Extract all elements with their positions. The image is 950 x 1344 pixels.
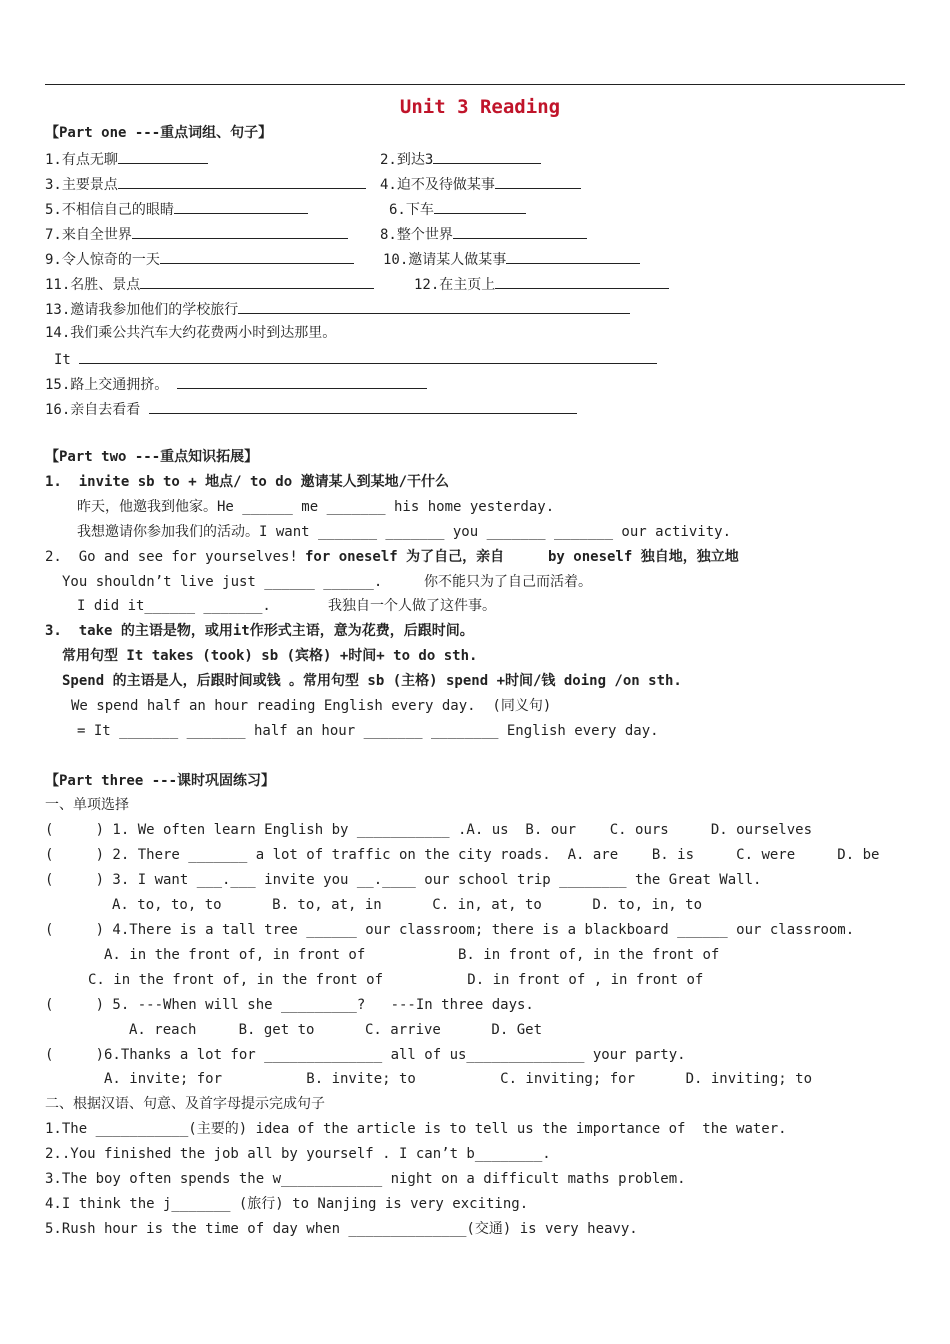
mcq-2: ( ) 2. There _______ a lot of traffic on the city roads. A. are B. is C. were D. be bbox=[45, 847, 880, 863]
p2-line-11: = It _______ _______ half an hour _______ ________ English every day. bbox=[77, 723, 659, 739]
fill-4: 4.I think the j_______ (旅行) to Nanjing is very exciting. bbox=[45, 1196, 529, 1212]
mcq-3-options: A. to, to, to B. to, at, in C. in, at, to D. to, in, to bbox=[112, 897, 703, 913]
p2-line-6b: 我独自一个人做了这件事。 bbox=[328, 598, 496, 614]
p1-item-2: 2.到达3 bbox=[380, 149, 541, 169]
p1-item-8: 8.整个世界 bbox=[380, 224, 587, 244]
p2-line-3: 我想邀请你参加我们的活动。I want _______ _______ you _______ _______ our activity. bbox=[77, 524, 732, 540]
p2-line-4b: for oneself 为了自己，亲自 bbox=[305, 549, 505, 565]
p2-line-7: 3. take 的主语是物，或用it作形式主语，意为花费，后跟时间。 bbox=[45, 623, 474, 639]
p2-line-10: We spend half an hour reading English every day. (同义句) bbox=[71, 698, 552, 714]
p1-item-10: 10.邀请某人做某事 bbox=[383, 249, 640, 269]
mcq-5: ( ) 5. ---When will she _________? ---In three days. bbox=[45, 997, 534, 1013]
part3-heading: 【Part three ---课时巩固练习】 bbox=[45, 773, 276, 789]
p1-item-13: 13.邀请我参加他们的学校旅行 bbox=[45, 299, 630, 319]
fill-2: 2..You finished the job all by yourself . I can’t b________. bbox=[45, 1146, 551, 1162]
mcq-6: ( )6.Thanks a lot for ______________ all of us______________ your party. bbox=[45, 1047, 686, 1063]
p2-line-5b: 你不能只为了自己而活着。 bbox=[424, 574, 592, 590]
part2-heading: 【Part two ---重点知识拓展】 bbox=[45, 449, 259, 465]
p1-item-12: 12.在主页上 bbox=[414, 274, 669, 294]
fill-5: 5.Rush hour is the time of day when ______________(交通) is very heavy. bbox=[45, 1221, 638, 1237]
p1-item-9: 9.令人惊奇的一天 bbox=[45, 249, 354, 269]
p1-item-1: 1.有点无聊 bbox=[45, 149, 208, 169]
p2-line-1: 1. invite sb to + 地点/ to do 邀请某人到某地/干什么 bbox=[45, 474, 450, 490]
mcq-4-options-ab: A. in the front of, in front of B. in front of, in the front of bbox=[104, 947, 720, 963]
p2-line-8: 常用句型 It takes (took) sb (宾格) +时间+ to do sth. bbox=[62, 648, 478, 664]
p1-item-14-answer: It bbox=[54, 349, 657, 369]
p2-line-4c: by oneself 独自地，独立地 bbox=[548, 549, 739, 565]
p1-item-6: 6.下车 bbox=[389, 199, 526, 219]
mcq-4-options-cd: C. in the front of, in the front of D. in front of , in front of bbox=[88, 972, 704, 988]
p2-line-4: 2. Go and see for yourselves! bbox=[45, 549, 298, 565]
p1-item-5: 5.不相信自己的眼睛 bbox=[45, 199, 308, 219]
section2-title: 二、根据汉语、句意、及首字母提示完成句子 bbox=[45, 1096, 325, 1112]
section1-title: 一、单项选择 bbox=[45, 797, 129, 813]
p1-item-14: 14.我们乘公共汽车大约花费两小时到达那里。 bbox=[45, 325, 337, 341]
page-title: Unit 3 Reading bbox=[399, 96, 561, 118]
mcq-1: ( ) 1. We often learn English by ___________ .A. us B. our C. ours D. ourselves bbox=[45, 822, 813, 838]
fill-3: 3.The boy often spends the w____________ night on a difficult maths problem. bbox=[45, 1171, 686, 1187]
p1-item-4: 4.迫不及待做某事 bbox=[380, 174, 581, 194]
p1-item-3: 3.主要景点 bbox=[45, 174, 366, 194]
p2-line-9: Spend 的主语是人，后跟时间或钱 。常用句型 sb (主格) spend +时间/钱 doing /on sth. bbox=[62, 673, 682, 689]
p2-line-6: I did it______ _______. bbox=[77, 598, 271, 614]
p1-item-16: 16.亲自去看看 bbox=[45, 399, 577, 419]
p2-line-2: 昨天，他邀我到他家。He ______ me _______ his home yesterday. bbox=[77, 499, 555, 515]
top-rule bbox=[45, 84, 905, 85]
p1-item-7: 7.来自全世界 bbox=[45, 224, 348, 244]
mcq-6-options: A. invite; for B. invite; to C. inviting; for D. inviting; to bbox=[104, 1071, 813, 1087]
mcq-4: ( ) 4.There is a tall tree ______ our classroom; there is a blackboard ______ our classroom. bbox=[45, 922, 855, 938]
part1-heading: 【Part one ---重点词组、句子】 bbox=[45, 125, 273, 141]
p1-item-15: 15.路上交通拥挤。 bbox=[45, 374, 427, 394]
p1-item-11: 11.名胜、景点 bbox=[45, 274, 374, 294]
p2-line-5: You shouldn’t live just ______ ______. bbox=[62, 574, 383, 590]
mcq-5-options: A. reach B. get to C. arrive D. Get bbox=[129, 1022, 543, 1038]
mcq-3: ( ) 3. I want ___.___ invite you __.____ our school trip ________ the Great Wall. bbox=[45, 872, 762, 888]
fill-1: 1.The ___________(主要的) idea of the article is to tell us the importance of the water. bbox=[45, 1121, 787, 1137]
